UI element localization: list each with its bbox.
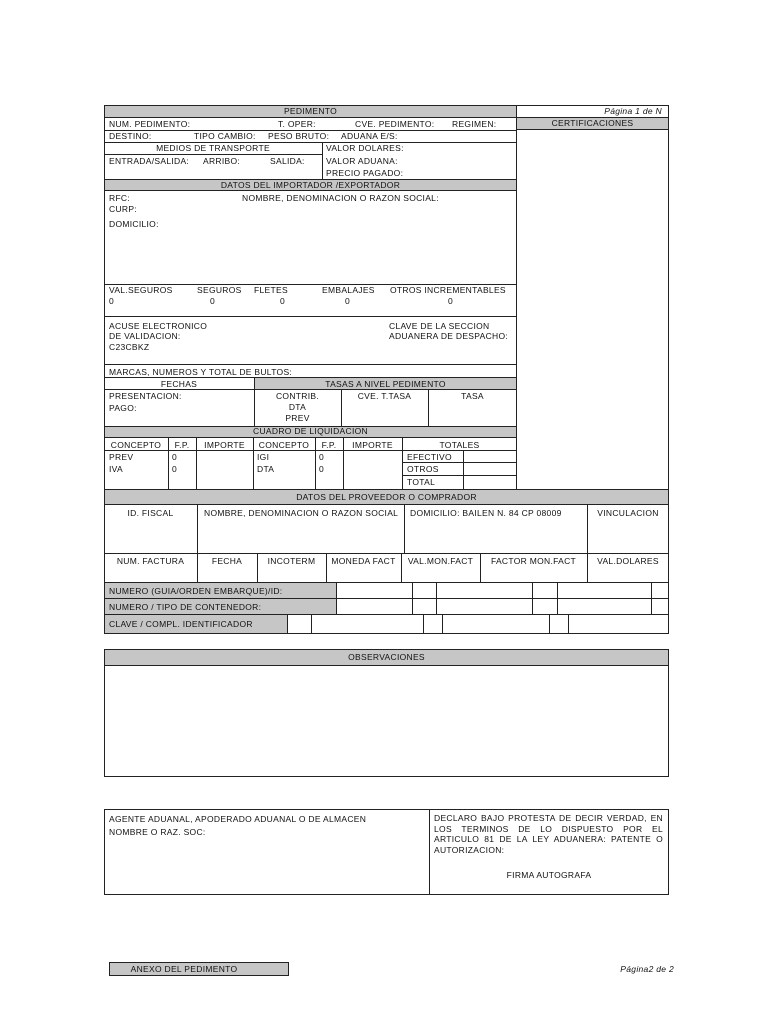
observaciones-title: OBSERVACIONES — [348, 652, 425, 662]
importe-right-label: IMPORTE — [352, 440, 393, 450]
fechas-title: FECHAS — [160, 379, 198, 389]
tasa-row-prev: PREV — [285, 413, 310, 423]
certificaciones-title: CERTIFICACIONES — [551, 118, 634, 128]
anexo-label: ANEXO DEL PEDIMENTO — [130, 964, 238, 974]
nombre-raz-soc-label: NOMBRE O RAZ. SOC: — [109, 827, 206, 837]
curp-label: CURP: — [109, 204, 137, 214]
otros-label: OTROS — [407, 464, 439, 474]
val-seguros-value: 0 — [109, 296, 115, 306]
concepto-left-label: CONCEPTO — [110, 440, 162, 450]
liq-right-fp-2: 0 — [319, 464, 325, 474]
entrada-salida-label: ENTRADA/SALIDA: — [109, 156, 190, 166]
liq-left-concepto-1: PREV — [109, 452, 134, 462]
tipo-cambio-label: TIPO CAMBIO: — [194, 131, 256, 141]
liq-left-fp-1: 0 — [172, 452, 178, 462]
agente-label: AGENTE ADUANAL, APODERADO ADUANAL O DE ALMACEN — [109, 814, 367, 824]
tasas-title: TASAS A NIVEL PEDIMENTO — [325, 379, 446, 389]
medios-transporte-title: MEDIOS DE TRANSPORTE — [156, 143, 270, 153]
total-label: TOTAL — [407, 477, 436, 487]
precio-pagado-label: PRECIO PAGADO: — [326, 168, 404, 178]
seguros-label: SEGUROS — [197, 285, 242, 295]
pedimento-title: PEDIMENTO — [283, 106, 338, 116]
embalajes-label: EMBALAJES — [322, 285, 375, 295]
valor-aduana-label: VALOR ADUANA: — [326, 156, 398, 166]
moneda-fact-label: MONEDA FACT — [331, 556, 396, 566]
embalajes-value: 0 — [345, 296, 351, 306]
fletes-label: FLETES — [254, 285, 288, 295]
marcas-label: MARCAS, NUMEROS Y TOTAL DE BULTOS: — [109, 367, 293, 377]
val-seguros-label: VAL.SEGUROS — [109, 285, 173, 295]
liq-right-concepto-2: DTA — [257, 464, 275, 474]
rfc-label: RFC: — [109, 193, 131, 203]
certificaciones-frame — [516, 105, 669, 490]
liq-right-fp-1: 0 — [319, 452, 325, 462]
acuse-label-2: DE VALIDACION: — [109, 331, 181, 341]
num-pedimento-label: NUM. PEDIMENTO: — [109, 119, 191, 129]
clave-seccion-label-1: CLAVE DE LA SECCION — [389, 321, 490, 331]
footer-page-number: Página2 de 2 — [620, 964, 674, 974]
aduana-label: ADUANA E/S: — [341, 131, 398, 141]
val-dolares-label: VAL.DOLARES — [597, 556, 659, 566]
liq-right-concepto-1: IGI — [257, 452, 270, 462]
fletes-value: 0 — [280, 296, 286, 306]
otros-incrementables-label: OTROS INCREMENTABLES — [390, 285, 506, 295]
importador-title: DATOS DEL IMPORTADOR /EXPORTADOR — [220, 180, 401, 190]
acuse-label-1: ACUSE ELECTRONICO — [109, 321, 208, 331]
importe-left-label: IMPORTE — [204, 440, 245, 450]
seguros-value: 0 — [210, 296, 216, 306]
totales-label: TOTALES — [439, 440, 480, 450]
cve-tasa-label: CVE. T.TASA — [357, 391, 412, 401]
liq-left-fp-2: 0 — [172, 464, 178, 474]
contrib-label: CONTRIB. — [275, 391, 319, 401]
tasa-row-dta: DTA — [288, 402, 307, 412]
tasa-label: TASA — [461, 391, 484, 401]
regimen-label: REGIMEN: — [452, 119, 497, 129]
efectivo-label: EFECTIVO — [407, 452, 452, 462]
fp-left-label: F.P. — [174, 440, 190, 450]
fecha-label: FECHA — [211, 556, 243, 566]
numero-guia-label: NUMERO (GUIA/ORDEN EMBARQUE)/ID: — [109, 586, 283, 596]
liquidacion-title: CUADRO DE LIQUIDACION — [253, 426, 368, 436]
presentacion-label: PRESENTACION: — [109, 391, 182, 401]
id-fiscal-label: ID. FISCAL — [127, 508, 174, 518]
arribo-label: ARRIBO: — [203, 156, 241, 166]
declaro-text: DECLARO BAJO PROTESTA DE DECIR VERDAD, EN LOS TERMINOS DE LO DISPUESTO POR EL ARTICULO 81 DE LA LEY ADUANERA: PATENTE O AUTORIZACION: — [434, 813, 663, 855]
otros-incrementables-value: 0 — [448, 296, 454, 306]
acuse-value: C23CBKZ — [109, 342, 150, 352]
domicilio-label: DOMICILIO: — [109, 219, 159, 229]
liq-left-concepto-2: IVA — [109, 464, 123, 474]
cve-pedimento-label: CVE. PEDIMENTO: — [355, 119, 435, 129]
firma-autografa-label: FIRMA AUTOGRAFA — [506, 870, 592, 880]
clave-compl-label: CLAVE / COMPL. IDENTIFICADOR — [109, 619, 253, 629]
destino-label: DESTINO: — [109, 131, 152, 141]
proveedor-title: DATOS DEL PROVEEDOR O COMPRADOR — [296, 492, 477, 502]
nombre-importador-label: NOMBRE, DENOMINACION O RAZON SOCIAL: — [242, 193, 439, 203]
concepto-right-label: CONCEPTO — [258, 440, 310, 450]
page-number: Página 1 de N — [604, 106, 662, 116]
observaciones-frame — [104, 649, 669, 777]
incoterm-label: INCOTERM — [267, 556, 316, 566]
t-oper-label: T. OPER: — [278, 119, 316, 129]
num-factura-label: NUM. FACTURA — [116, 556, 185, 566]
vinculacion-label: VINCULACION — [597, 508, 659, 518]
peso-bruto-label: PESO BRUTO: — [268, 131, 330, 141]
pago-label: PAGO: — [109, 403, 137, 413]
numero-contenedor-label: NUMERO / TIPO DE CONTENEDOR: — [109, 602, 262, 612]
salida-label: SALIDA: — [270, 156, 305, 166]
fp-right-label: F.P. — [321, 440, 337, 450]
nombre-proveedor-label: NOMBRE, DENOMINACION O RAZON SOCIAL — [204, 508, 399, 518]
factor-mon-fact-label: FACTOR MON.FACT — [490, 556, 577, 566]
clave-seccion-label-2: ADUANERA DE DESPACHO: — [389, 331, 509, 341]
domicilio-proveedor: DOMICILIO: BAILEN N. 84 CP 08009 — [410, 508, 562, 518]
val-mon-fact-label: VAL.MON.FACT — [407, 556, 474, 566]
valor-dolares-label: VALOR DOLARES: — [326, 143, 404, 153]
